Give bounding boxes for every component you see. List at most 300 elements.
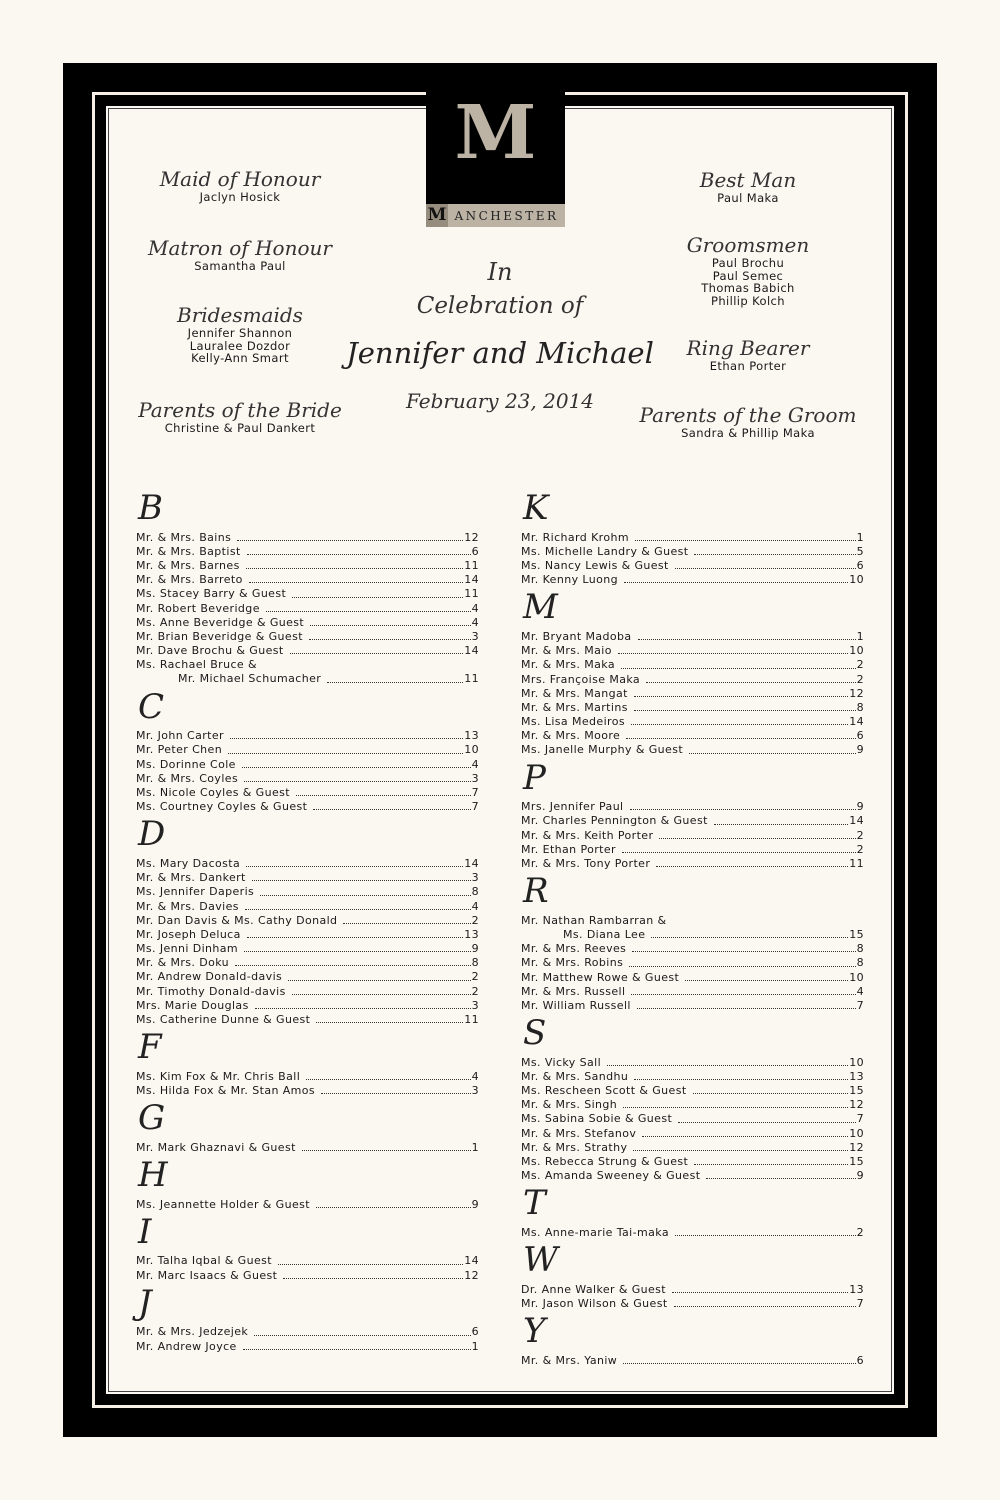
- leader-dots: [343, 914, 470, 924]
- leader-dots: [623, 1098, 848, 1108]
- guest-row: [521, 729, 864, 743]
- guest-name: Ms. Nancy Lewis & Guest: [521, 558, 669, 572]
- leader-dots: [693, 1084, 849, 1094]
- table-number: 4: [471, 601, 479, 615]
- guest-row: [136, 672, 479, 686]
- guest-name: Mr. Peter Chen: [136, 743, 223, 757]
- guest-row: [136, 729, 479, 743]
- table-number: 9: [856, 743, 864, 757]
- leader-dots: [622, 843, 856, 853]
- guest-name: Ms. Sabina Sobie & Guest: [521, 1112, 673, 1126]
- guest-row: [521, 1297, 864, 1311]
- leader-dots: [607, 1056, 848, 1066]
- table-number: 6: [856, 729, 864, 743]
- guest-name: Ms. Jenni Dinham: [136, 942, 239, 956]
- guest-row: [521, 673, 864, 687]
- table-number: 8: [856, 942, 864, 956]
- guest-name: Ms. Michelle Landry & Guest: [521, 544, 689, 558]
- leader-dots: [674, 1297, 856, 1307]
- guest-row: [521, 630, 864, 644]
- guest-name: Ms. Vicky Sall: [521, 1055, 602, 1069]
- guest-name: Mr. Timothy Donald-davis: [136, 984, 286, 998]
- guest-row: [136, 772, 479, 786]
- guest-name: Ms. Hilda Fox & Mr. Stan Amos: [136, 1084, 316, 1097]
- role-name: Ethan Porter: [709, 359, 787, 373]
- guest-row: [136, 1070, 479, 1084]
- guest-name: Ms. Nicole Coyles & Guest: [136, 786, 290, 799]
- guest-name: Mr. & Mrs. Keith Porter: [521, 828, 654, 842]
- guest-row: [521, 701, 864, 715]
- section-letter: J: [138, 1282, 152, 1323]
- role-block: [618, 168, 878, 205]
- table-number: 8: [471, 956, 479, 970]
- role-name: Christine & Paul Dankert: [164, 421, 316, 435]
- leader-dots: [656, 857, 848, 867]
- guest-name: Mr. & Mrs. Moore: [521, 729, 621, 743]
- table-number: 6: [856, 558, 864, 572]
- table-number: 10: [849, 1055, 864, 1069]
- leader-dots: [629, 956, 855, 966]
- role-name: Lauralee Dozdor: [189, 338, 291, 353]
- table-number: 11: [849, 856, 864, 870]
- leader-dots: [296, 786, 471, 796]
- guest-name: Ms. Rebecca Strung & Guest: [521, 1154, 689, 1168]
- role-name: Kelly-Ann Smart: [191, 351, 289, 365]
- guest-name: Mr. & Mrs. Dankert: [136, 871, 246, 885]
- celebration-of: Celebration of: [416, 293, 584, 319]
- table-number: 2: [856, 828, 864, 842]
- guest-row: [521, 800, 864, 814]
- couple-names: Jennifer and Michael: [346, 336, 654, 370]
- table-number: 13: [849, 1069, 864, 1083]
- guest-row: [136, 1013, 479, 1027]
- section-letter: H: [138, 1154, 168, 1195]
- table-number: 10: [464, 743, 479, 757]
- role-name: Paul Maka: [717, 191, 779, 205]
- table-number: 13: [849, 1282, 864, 1296]
- leader-dots: [675, 1226, 856, 1236]
- guest-name: Mr. & Mrs. Robins: [521, 956, 624, 970]
- role-title: Parents of the Groom: [639, 403, 857, 427]
- guest-row: [521, 971, 864, 985]
- guest-row: [521, 1056, 864, 1070]
- role-name: Thomas Babich: [701, 281, 795, 295]
- guest-row: [136, 630, 479, 644]
- manchester-logo: [426, 63, 565, 227]
- leader-dots: [266, 602, 471, 612]
- table-number: 10: [849, 573, 864, 587]
- table-number: 6: [471, 1325, 479, 1339]
- guest-name: Mr. & Mrs. Singh: [521, 1098, 618, 1112]
- logo-initial: M: [427, 205, 447, 225]
- section-letter: G: [138, 1098, 166, 1139]
- leader-dots: [651, 928, 848, 938]
- guest-row: [136, 1340, 479, 1354]
- section-letter: K: [523, 488, 549, 528]
- guest-name: Ms. Janelle Murphy & Guest: [521, 743, 684, 757]
- leader-dots: [694, 1155, 848, 1165]
- guest-row: [521, 1112, 864, 1126]
- table-number: 5: [856, 544, 864, 558]
- leader-dots: [634, 701, 856, 711]
- guest-name: Ms. Rachael Bruce &: [136, 658, 257, 672]
- section-letter: D: [138, 814, 166, 855]
- leader-dots: [642, 1127, 848, 1137]
- table-number: 15: [849, 1154, 864, 1168]
- table-number: 14: [464, 573, 479, 587]
- guest-name: Mr. Mark Ghaznavi & Guest: [136, 1140, 296, 1154]
- table-number: 9: [471, 1197, 479, 1211]
- guest-name: Mr. & Mrs. Barreto: [136, 573, 243, 587]
- leader-dots: [254, 1325, 470, 1335]
- guest-row: [521, 559, 864, 573]
- table-number: 1: [856, 629, 864, 643]
- guest-name: Mr. Joseph Deluca: [136, 927, 241, 941]
- leader-dots: [659, 829, 855, 839]
- guest-name: Mr. Richard Krohm: [521, 530, 629, 544]
- role-name: Paul Brochu: [711, 256, 785, 270]
- guest-row: [521, 1098, 864, 1112]
- leader-dots: [310, 616, 470, 626]
- table-number: 8: [856, 700, 864, 714]
- guest-name: Mr. & Mrs. Strathy: [521, 1140, 628, 1154]
- guest-row: [521, 1070, 864, 1084]
- section-letter: M: [523, 587, 558, 628]
- guest-row: [136, 942, 479, 956]
- role-block: [110, 167, 370, 204]
- table-number: 2: [856, 842, 864, 856]
- guest-row: [136, 800, 479, 814]
- leader-dots: [631, 985, 855, 995]
- guest-row: [521, 1226, 864, 1240]
- leader-dots: [623, 1354, 855, 1364]
- table-number: 2: [471, 984, 479, 998]
- guest-name: Ms. Courtney Coyles & Guest: [136, 800, 308, 814]
- table-number: 2: [856, 658, 864, 672]
- seating-column-left: [136, 488, 479, 1354]
- role-block: [110, 236, 370, 273]
- leader-dots: [714, 814, 848, 824]
- table-number: 2: [856, 1225, 864, 1239]
- table-number: 4: [471, 615, 479, 629]
- table-number: 7: [471, 786, 479, 799]
- leader-dots: [631, 715, 848, 725]
- section-letter: S: [523, 1013, 547, 1054]
- leader-dots: [243, 1340, 471, 1350]
- guest-row: [521, 743, 864, 757]
- leader-dots: [249, 573, 463, 583]
- leader-dots: [290, 644, 464, 654]
- logo-band: [426, 204, 565, 227]
- guest-row: [136, 871, 479, 885]
- guest-row: [521, 687, 864, 701]
- leader-dots: [672, 1283, 848, 1293]
- leader-dots: [626, 729, 855, 739]
- guest-name: Mr. & Mrs. Maio: [521, 644, 612, 658]
- guest-row: [136, 644, 479, 658]
- guest-name: Mr. & Mrs. Martins: [521, 700, 628, 714]
- guest-row: [521, 545, 864, 559]
- table-number: 10: [849, 970, 864, 984]
- leader-dots: [313, 800, 470, 810]
- leader-dots: [635, 531, 856, 541]
- guest-row: [136, 587, 479, 601]
- guest-row: [136, 616, 479, 630]
- role-block: [110, 398, 370, 435]
- leader-dots: [260, 885, 470, 895]
- leader-dots: [316, 1013, 463, 1023]
- guest-row: [136, 758, 479, 772]
- guest-name: Ms. Amanda Sweeney & Guest: [521, 1169, 701, 1183]
- guest-name: Ms. Anne-marie Tai-maka: [521, 1225, 669, 1239]
- guest-row: [136, 857, 479, 871]
- role-title: Best Man: [699, 168, 797, 192]
- section-letter: B: [138, 488, 163, 528]
- guest-row: [521, 1084, 864, 1098]
- leader-dots: [646, 673, 856, 683]
- guest-name: Mr. & Mrs. Davies: [136, 899, 239, 913]
- guest-row: [521, 1169, 864, 1183]
- table-number: 3: [471, 629, 479, 643]
- guest-name: Mrs. Marie Douglas: [136, 998, 249, 1012]
- guest-row: [136, 531, 479, 545]
- role-name: Paul Semec: [712, 268, 784, 283]
- table-number: 11: [464, 558, 479, 572]
- table-number: 15: [849, 927, 864, 941]
- role-name: Samantha Paul: [194, 259, 286, 273]
- celebration-in: In: [487, 258, 513, 286]
- section-letter: P: [523, 757, 546, 798]
- leader-dots: [634, 1070, 848, 1080]
- guest-row: [136, 602, 479, 616]
- guest-name: Mr. John Carter: [136, 729, 224, 743]
- guest-name: Mr. Jason Wilson & Guest: [521, 1296, 668, 1310]
- section-letter: I: [138, 1211, 152, 1252]
- leader-dots: [237, 531, 463, 541]
- guest-row: [521, 1155, 864, 1169]
- leader-dots: [685, 971, 848, 981]
- leader-dots: [247, 545, 471, 555]
- guest-name: Mr. Ethan Porter: [521, 842, 616, 856]
- section-letter: W: [523, 1240, 558, 1281]
- table-number: 4: [471, 1069, 479, 1083]
- leader-dots: [246, 559, 463, 569]
- guest-name: Dr. Anne Walker & Guest: [521, 1282, 667, 1296]
- leader-dots: [624, 573, 848, 583]
- guest-row: [521, 1354, 864, 1368]
- leader-dots: [244, 772, 471, 782]
- guest-row: [136, 900, 479, 914]
- table-number: 11: [464, 1013, 479, 1027]
- table-number: 9: [856, 800, 864, 814]
- guest-row: [521, 843, 864, 857]
- leader-dots: [242, 758, 471, 768]
- guest-row: [521, 644, 864, 658]
- guest-name: Mr. Matthew Rowe & Guest: [521, 970, 680, 984]
- guest-name: Ms. Kim Fox & Mr. Chris Ball: [136, 1069, 301, 1083]
- role-title: Maid of Honour: [159, 167, 321, 191]
- table-number: 14: [464, 856, 479, 870]
- guest-name: Mrs. Françoise Maka: [521, 672, 641, 686]
- guest-name: Mr. Nathan Rambarran &: [521, 913, 667, 927]
- guest-row: [136, 914, 479, 928]
- table-number: 14: [849, 814, 864, 828]
- guest-name: Mr. Andrew Joyce: [136, 1339, 237, 1353]
- guest-name: Mrs. Jennifer Paul: [521, 800, 624, 814]
- leader-dots: [246, 857, 463, 867]
- table-number: 13: [464, 927, 479, 941]
- leader-dots: [306, 1070, 470, 1080]
- guest-row: [136, 970, 479, 984]
- guest-row: [136, 1141, 479, 1155]
- leader-dots: [638, 630, 856, 640]
- guest-name: Ms. Jeannette Holder & Guest: [136, 1197, 310, 1211]
- leader-dots: [292, 587, 463, 597]
- leader-dots: [632, 942, 855, 952]
- leader-dots: [630, 800, 856, 810]
- table-number: 10: [849, 644, 864, 658]
- logo-word: ANCHESTER: [454, 208, 559, 223]
- guest-row: [521, 531, 864, 545]
- table-number: 2: [471, 970, 479, 984]
- leader-dots: [302, 1141, 471, 1151]
- leader-dots: [244, 942, 471, 952]
- role-title: Groomsmen: [686, 233, 810, 257]
- guest-row: [136, 573, 479, 587]
- guest-name-continued: Ms. Diana Lee: [563, 927, 646, 941]
- leader-dots: [247, 928, 463, 938]
- table-number: 7: [471, 800, 479, 814]
- table-number: 12: [464, 1268, 479, 1282]
- guest-row: [136, 956, 479, 970]
- guest-row: [521, 942, 864, 956]
- guest-row: [521, 658, 864, 672]
- guest-row: [136, 743, 479, 757]
- table-number: 11: [464, 672, 479, 686]
- leader-dots: [316, 1198, 471, 1208]
- leader-dots: [288, 970, 470, 980]
- guest-name: Ms. Dorinne Cole: [136, 757, 236, 771]
- guest-name: Mr. Andrew Donald-davis: [136, 970, 283, 984]
- section-letter: Y: [523, 1311, 546, 1352]
- leader-dots: [637, 999, 856, 1009]
- guest-row: [521, 1283, 864, 1297]
- guest-name: Mr. & Mrs. Coyles: [136, 771, 239, 785]
- section-letter: F: [138, 1027, 162, 1068]
- guest-name: Mr. & Mrs. Reeves: [521, 942, 627, 956]
- guest-row: [521, 956, 864, 970]
- leader-dots: [309, 630, 471, 640]
- leader-dots: [230, 729, 463, 739]
- guest-row: [136, 928, 479, 942]
- leader-dots: [706, 1169, 855, 1179]
- role-title: Ring Bearer: [686, 336, 810, 360]
- guest-row: [136, 1198, 479, 1212]
- leader-dots: [621, 658, 856, 668]
- guest-row: [136, 559, 479, 573]
- guest-name: Mr. Bryant Madoba: [521, 629, 632, 643]
- section-letter: T: [523, 1183, 546, 1224]
- wedding-date: February 23, 2014: [405, 389, 595, 413]
- table-number: 3: [471, 1084, 479, 1097]
- section-letter: R: [523, 871, 549, 912]
- guest-name: Ms. Catherine Dunne & Guest: [136, 1013, 311, 1027]
- guest-row: [136, 999, 479, 1013]
- guest-name: Mr. & Mrs. Russell: [521, 984, 626, 998]
- guest-row: [521, 1141, 864, 1155]
- leader-dots: [321, 1084, 471, 1094]
- role-name: Jaclyn Hosick: [199, 190, 281, 204]
- guest-name: Ms. Lisa Medeiros: [521, 715, 625, 729]
- guest-row: [136, 658, 479, 672]
- role-title: Matron of Honour: [148, 236, 332, 260]
- table-number: 14: [464, 644, 479, 658]
- guest-row: [136, 885, 479, 899]
- guest-row: [521, 573, 864, 587]
- guest-name: Mr. & Mrs. Sandhu: [521, 1069, 629, 1083]
- table-number: 9: [471, 942, 479, 956]
- guest-name: Mr. & Mrs. Yaniw: [521, 1353, 618, 1367]
- guest-name: Mr. William Russell: [521, 998, 631, 1012]
- guest-name: Mr. Charles Pennington & Guest: [521, 814, 708, 828]
- leader-dots: [694, 545, 855, 555]
- table-number: 9: [856, 1169, 864, 1183]
- guest-row: [521, 829, 864, 843]
- leader-dots: [678, 1112, 855, 1122]
- guest-name: Mr. & Mrs. Barnes: [136, 558, 240, 572]
- table-number: 1: [471, 1140, 479, 1154]
- table-number: 11: [464, 587, 479, 601]
- table-number: 8: [471, 885, 479, 899]
- guest-row: [521, 857, 864, 871]
- guest-row: [136, 1254, 479, 1268]
- guest-name: Mr. Kenny Luong: [521, 573, 618, 587]
- guest-row: [521, 814, 864, 828]
- table-number: 3: [471, 871, 479, 885]
- guest-row: [136, 1325, 479, 1339]
- table-number: 10: [849, 1126, 864, 1140]
- leader-dots: [618, 644, 848, 654]
- seating-column-right: [521, 488, 864, 1368]
- guest-name: Mr. & Mrs. Baptist: [136, 544, 241, 558]
- leader-dots: [633, 1141, 848, 1151]
- guest-name: Mr. Robert Beveridge: [136, 601, 260, 615]
- leader-dots: [283, 1269, 463, 1279]
- table-number: 3: [471, 771, 479, 785]
- leader-dots: [252, 871, 471, 881]
- role-name: Sandra & Phillip Maka: [681, 426, 815, 440]
- guest-row: [521, 715, 864, 729]
- leader-dots: [689, 743, 856, 753]
- guest-row: [136, 786, 479, 800]
- table-number: 2: [856, 672, 864, 686]
- guest-name: Ms. Rescheen Scott & Guest: [521, 1084, 687, 1098]
- guest-row: [521, 1127, 864, 1141]
- monogram: M: [454, 90, 537, 176]
- guest-name: Mr. & Mrs. Tony Porter: [521, 856, 651, 870]
- table-number: 3: [471, 998, 479, 1012]
- table-number: 14: [849, 715, 864, 729]
- guest-name: Mr. & Mrs. Bains: [136, 530, 232, 544]
- table-number: 12: [849, 1098, 864, 1112]
- table-number: 4: [856, 984, 864, 998]
- table-number: 2: [471, 913, 479, 927]
- table-number: 1: [471, 1339, 479, 1353]
- table-number: 4: [471, 757, 479, 771]
- guest-name: Mr. Brian Beveridge & Guest: [136, 629, 303, 643]
- table-number: 4: [471, 899, 479, 913]
- table-number: 12: [464, 530, 479, 544]
